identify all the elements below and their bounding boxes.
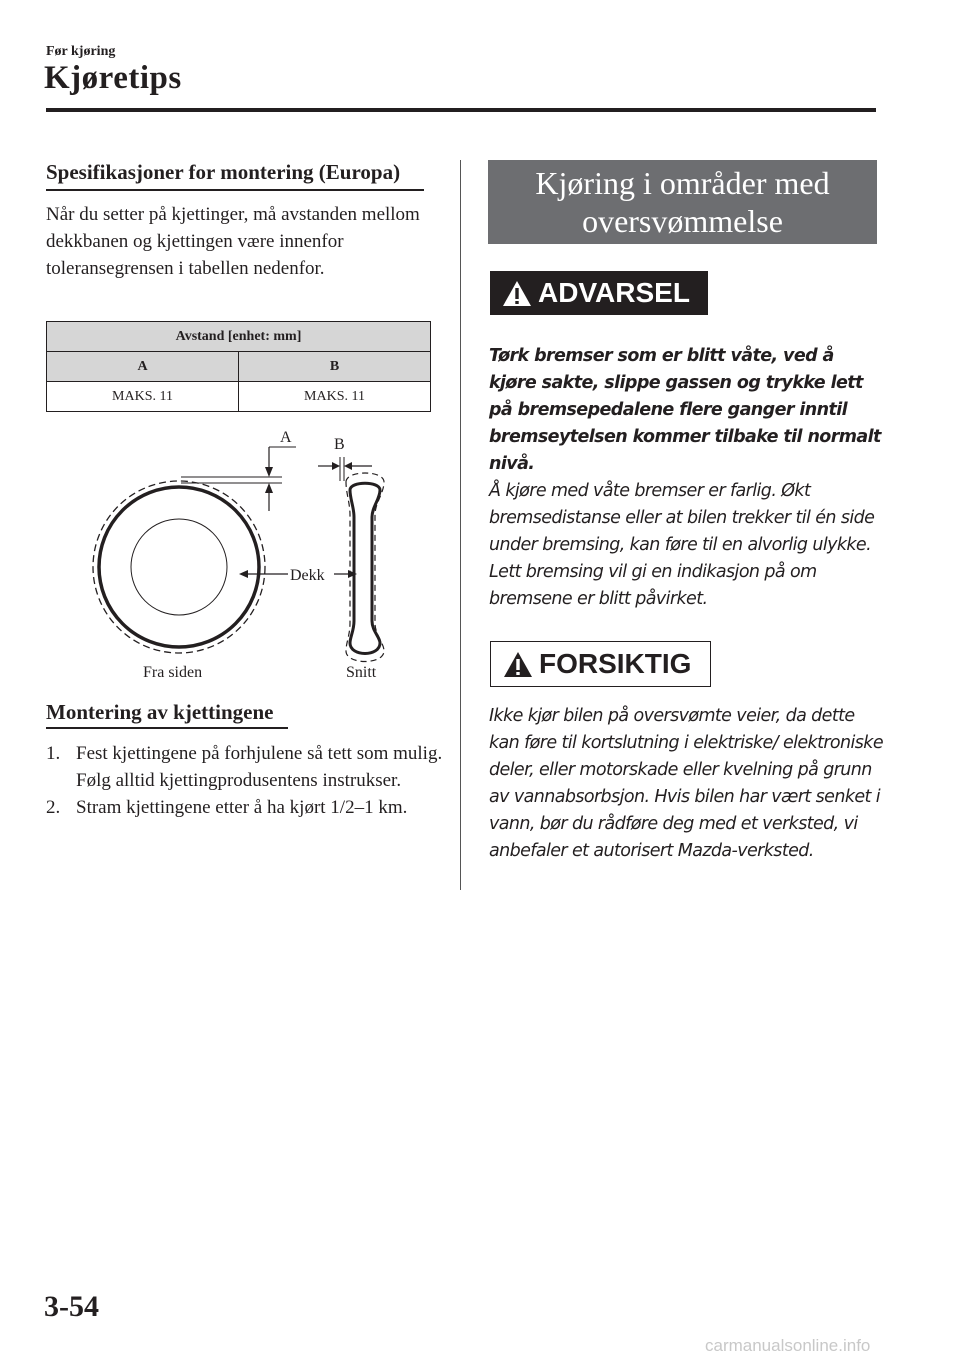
tire-chain-diagram — [46, 415, 446, 690]
label-section-view: Snitt — [346, 664, 377, 681]
table-cell-b: MAKS. 11 — [239, 382, 431, 412]
spec-body: Når du setter på kjettinger, må avstanden mellom dekkbanen og kjettingen være innenfor toleransegrensen i tabellen nedenfor. — [46, 204, 420, 279]
table-header-a: A — [47, 352, 239, 382]
page-title: Kjøretips — [44, 60, 182, 96]
label-a: A — [280, 429, 292, 446]
step-text: Fest kjettingene på forhjulene så tett som mulig. Følg alltid kjettingprodusentens instrukser. — [76, 743, 443, 791]
page-number: 3-54 — [44, 1290, 99, 1323]
wheel-rim-side — [131, 519, 227, 615]
list-item — [46, 794, 446, 821]
caution-triangle-icon — [503, 651, 533, 678]
step-number: 1. — [46, 743, 61, 764]
warning-body-text: Å kjøre med våte bremser er farlig. Økt bremsedistanse eller at bilen trekker til én side under bremsing, kan føre til en alvorlig ulykke. Lett bremsing vil gi en indikasjon på om bremsene er blitt påvirket. — [489, 481, 875, 609]
column-divider — [460, 160, 461, 890]
mounting-heading: Montering av kjettingene — [46, 700, 274, 724]
step-text: Stram kjettingene etter å ha kjørt 1/2–1 km. — [76, 797, 408, 818]
caution-label: FORSIKTIG — [539, 648, 692, 679]
table-cell-a: MAKS. 11 — [47, 382, 239, 412]
flood-title-line2: oversvømmelse — [582, 203, 783, 239]
tire-outer-side — [99, 487, 259, 647]
mounting-heading-underline — [46, 727, 288, 729]
spec-heading: Spesifikasjoner for montering (Europa) — [46, 160, 401, 184]
mounting-steps — [46, 740, 446, 821]
table-header-b: B — [239, 352, 431, 382]
header-divider — [46, 108, 876, 112]
warning-bold-text: Tørk bremser som er blitt våte, ved å kjøre sakte, slippe gassen og trykke lett på bremsepedalene flere ganger inntil bremseytelsen kommer tilbake til normalt nivå. — [489, 346, 881, 474]
list-item — [46, 740, 446, 794]
label-side-view: Fra siden — [143, 664, 203, 681]
caution-sign — [490, 641, 711, 687]
spec-heading-underline — [46, 189, 424, 191]
table-row — [47, 382, 431, 412]
warning-sign — [490, 271, 708, 315]
table-caption-row — [47, 322, 431, 352]
section-label: Før kjøring — [46, 44, 116, 59]
step-number: 2. — [46, 797, 61, 818]
warning-label: ADVARSEL — [538, 277, 690, 308]
label-b: B — [334, 436, 345, 453]
caution-body-text: Ikke kjør bilen på oversvømte veier, da dette kan føre til kortslutning i elektriske/ elektroniske deler, eller motorskade eller kvelning på grunn av vannabsorbsjon. Hvis bilen har vært senket i vann, bør du rådføre deg med et verksted, vi anbefaler et autorisert Mazda-verksted. — [489, 706, 884, 861]
watermark: carmanualsonline.info — [705, 1336, 871, 1355]
label-tire: Dekk — [290, 567, 325, 584]
chain-outline-side — [93, 481, 265, 653]
table-caption: Avstand [enhet: mm] — [47, 322, 431, 352]
flood-section-banner — [488, 160, 877, 244]
spec-table — [46, 321, 431, 412]
table-header-row — [47, 352, 431, 382]
warning-triangle-icon — [502, 280, 532, 307]
flood-title-line1: Kjøring i områder med — [535, 165, 830, 201]
